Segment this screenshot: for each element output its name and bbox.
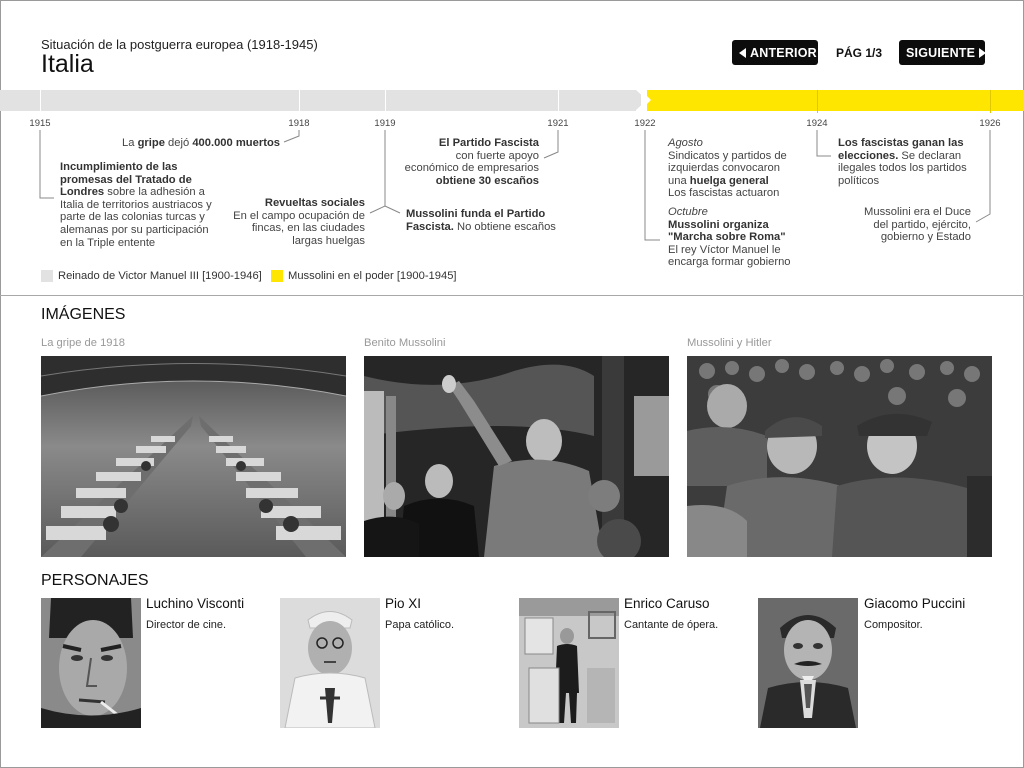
visconti-portrait	[41, 598, 141, 728]
arrow-left-icon	[739, 48, 746, 58]
page-title: Italia	[41, 50, 94, 78]
caruso-portrait	[519, 598, 619, 728]
image-caption: Benito Mussolini	[364, 337, 446, 349]
hospital-ward-image	[41, 356, 346, 557]
next-button[interactable]	[899, 40, 985, 65]
event-revueltas: Revueltas sociales En el campo ocupación de fincas, en las ciudades largas huelgas	[233, 197, 365, 247]
event-gripe: La gripe dejó 400.000 muertos	[122, 137, 280, 149]
legend-item-mussolini: Mussolini en el poder [1900-1945]	[271, 270, 457, 282]
photo-gripe-1918[interactable]	[41, 356, 346, 557]
year-label: 1924	[806, 118, 828, 129]
event-octubre: Octubre Mussolini organiza "Marcha sobre Roma" El rey Víctor Manuel le encarga formar gobierno	[668, 206, 791, 269]
person-description: Cantante de ópera.	[624, 619, 719, 631]
year-label: 1921	[547, 118, 569, 129]
event-tratado-londres: Incumplimiento de las promesas del Tratado de Londres sobre la adhesión a Italia de territorios austriacos y parte de las colonias turcas y alemanas por su participación en la Triple entente	[60, 161, 212, 249]
page-indicator: PÁG 1/3	[836, 46, 883, 60]
event-agosto: Agosto Sindicatos y partidos de izquierdas convocaron una huelga general Los fascistas actuaron	[668, 137, 787, 200]
year-label: 1926	[979, 118, 1001, 129]
timeline-tick	[299, 90, 300, 113]
previous-label: ANTERIOR	[750, 45, 817, 60]
portrait-pio-xi[interactable]	[280, 598, 380, 728]
section-divider	[0, 295, 1024, 296]
person-description: Compositor.	[864, 619, 923, 631]
arrow-right-icon	[979, 48, 986, 58]
next-label: SIGUIENTE	[906, 45, 976, 60]
year-label: 1918	[288, 118, 310, 129]
year-label: 1919	[374, 118, 396, 129]
person-name: Pio XI	[385, 596, 422, 611]
person-name: Enrico Caruso	[624, 596, 710, 611]
person-name: Giacomo Puccini	[864, 596, 966, 611]
previous-button[interactable]	[732, 40, 818, 65]
personajes-heading: PERSONAJES	[41, 572, 149, 589]
year-label: 1922	[634, 118, 656, 129]
event-partido-fascista: El Partido Fascista con fuerte apoyo económico de empresarios obtiene 30 escaños	[404, 137, 539, 187]
pio-xi-portrait	[280, 598, 380, 728]
timeline-bar-victor-manuel	[0, 90, 636, 111]
timeline-tick	[558, 90, 559, 113]
portrait-luchino-visconti[interactable]	[41, 598, 141, 728]
legend-swatch-yellow	[271, 270, 283, 282]
person-name: Luchino Visconti	[146, 596, 245, 611]
timeline-bar-notch	[641, 90, 651, 110]
mussolini-image	[364, 356, 669, 557]
legend-item-victor-manuel: Reinado de Victor Manuel III [1900-1946]	[41, 270, 262, 282]
photo-benito-mussolini[interactable]	[364, 356, 669, 557]
mussolini-hitler-image	[687, 356, 992, 557]
images-heading: IMÁGENES	[41, 306, 126, 323]
event-elecciones: Los fascistas ganan las elecciones. Se declaran ilegales todos los partidos políticos	[838, 137, 967, 187]
person-description: Director de cine.	[146, 619, 227, 631]
image-caption: La gripe de 1918	[41, 337, 125, 349]
puccini-portrait	[758, 598, 858, 728]
timeline-bar-mussolini	[647, 90, 1024, 111]
photo-mussolini-hitler[interactable]	[687, 356, 992, 557]
legend-swatch-gray	[41, 270, 53, 282]
event-mussolini-funda: Mussolini funda el Partido Fascista. No obtiene escaños	[406, 208, 556, 233]
image-caption: Mussolini y Hitler	[687, 337, 772, 349]
timeline-tick	[817, 90, 818, 113]
year-label: 1915	[29, 118, 51, 129]
page-subtitle: Situación de la postguerra europea (1918-1945)	[41, 37, 318, 52]
portrait-giacomo-puccini[interactable]	[758, 598, 858, 728]
timeline-tick	[385, 90, 386, 113]
portrait-enrico-caruso[interactable]	[519, 598, 619, 728]
person-description: Papa católico.	[385, 619, 455, 631]
event-duce: Mussolini era el Duce del partido, ejército, gobierno y Estado	[864, 206, 971, 244]
timeline-tick	[40, 90, 41, 113]
timeline-tick	[990, 90, 991, 113]
